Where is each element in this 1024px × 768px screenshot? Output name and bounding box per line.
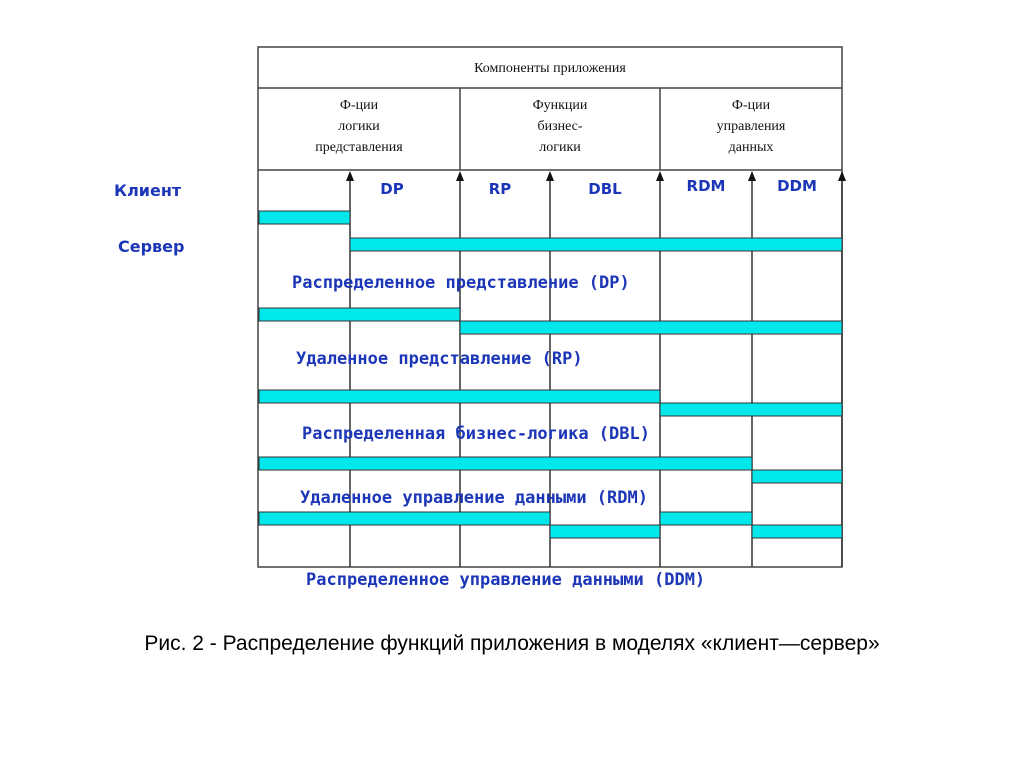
server-label: Сервер	[118, 237, 185, 256]
arrow-up-icon	[838, 171, 846, 181]
client-bar	[259, 512, 550, 525]
header-group-line: Ф-ции	[731, 98, 771, 113]
column-label-rp: RP	[488, 180, 512, 198]
client-bar	[660, 512, 752, 525]
model-title: Распределенная бизнес-логика (DBL)	[302, 424, 650, 444]
model-title: Распределенное представление (DP)	[292, 273, 630, 293]
header-group-line: бизнес-	[537, 119, 583, 134]
arrow-up-icon	[656, 171, 664, 181]
client-bar	[259, 457, 752, 470]
server-bar	[350, 238, 842, 251]
client-bar	[259, 211, 350, 224]
column-label-dp: DP	[380, 180, 404, 198]
column-label-ddm: DDM	[777, 177, 817, 195]
header-group-line: управления	[716, 119, 786, 134]
header-title: Компоненты приложения	[474, 61, 626, 76]
column-label-rdm: RDM	[686, 177, 726, 195]
client-bar	[259, 308, 460, 321]
model-title: Удаленное представление (RP)	[296, 349, 583, 369]
arrow-up-icon	[456, 171, 464, 181]
arrow-up-icon	[346, 171, 354, 181]
client-bar	[259, 390, 660, 403]
arrow-up-icon	[546, 171, 554, 181]
header-group-line: Функции	[532, 98, 588, 113]
server-bar	[550, 525, 660, 538]
column-label-dbl: DBL	[588, 180, 622, 198]
arrow-up-icon	[748, 171, 756, 181]
server-bar	[752, 525, 842, 538]
header-group-data-management	[717, 98, 786, 155]
header-group-line: данных	[728, 140, 774, 155]
header-group-line: логики	[338, 119, 380, 134]
header-group-line: представления	[315, 140, 403, 155]
client-label: Клиент	[114, 181, 182, 200]
model-title: Удаленное управление данными (RDM)	[300, 488, 648, 508]
header-group-business-logic	[533, 98, 588, 155]
header-group-line: логики	[539, 140, 581, 155]
server-bar	[660, 403, 842, 416]
server-bar	[460, 321, 842, 334]
model-title: Распределенное управление данными (DDM)	[306, 570, 706, 590]
header-group-line: Ф-ции	[339, 98, 379, 113]
header-group-presentation	[315, 98, 403, 155]
figure-caption: Рис. 2 - Распределение функций приложения в моделях «клиент—сервер»	[144, 632, 880, 655]
server-bar	[752, 470, 842, 483]
